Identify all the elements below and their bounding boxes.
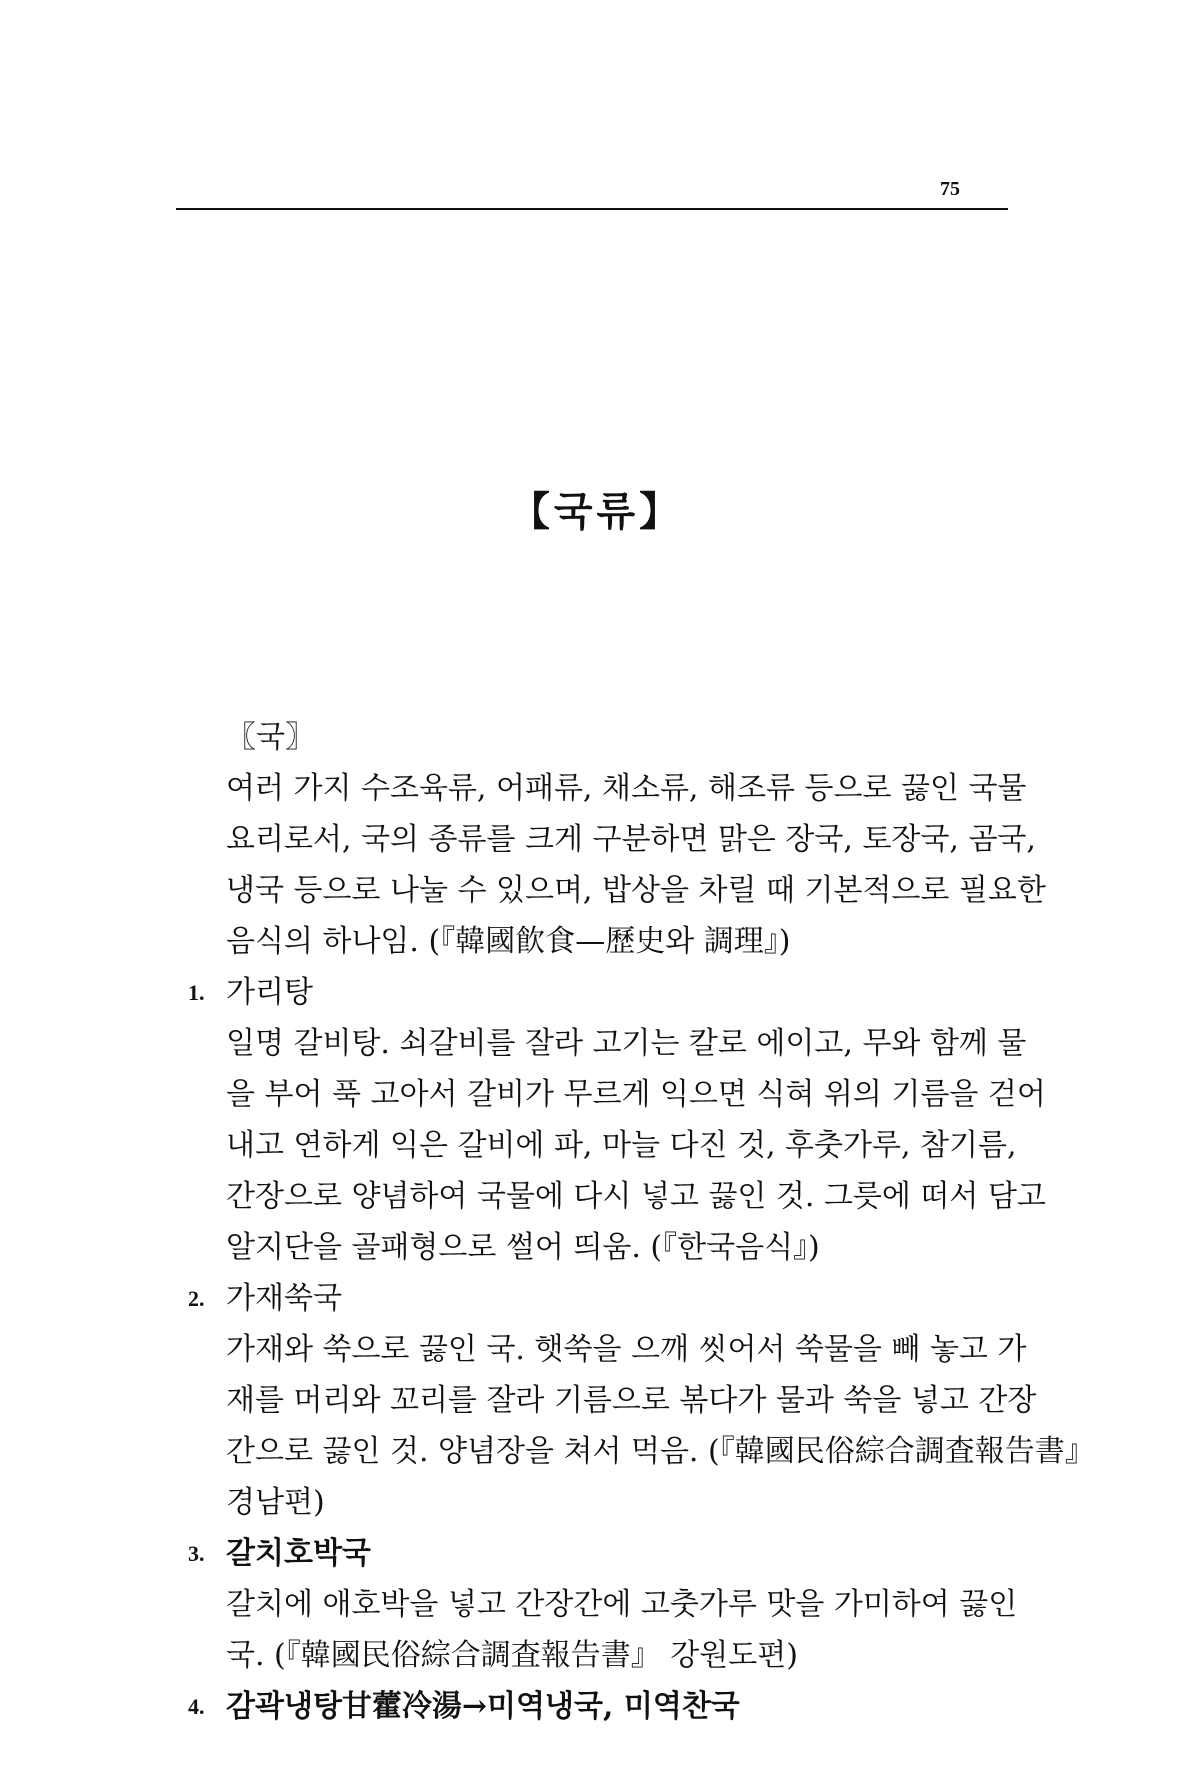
entry-body [176, 1324, 1095, 1528]
entry-body [176, 1018, 1046, 1273]
text-line: 여러 가지 수조육류, 어패류, 채소류, 해조류 등으로 끓인 국물 [226, 771, 1027, 806]
entry-number: 3. [188, 1541, 205, 1566]
text-line: 내고 연하게 익은 갈비에 파, 마늘 다진 것, 후춧가루, 참기름, [226, 1128, 1017, 1163]
section-body [176, 763, 1046, 967]
text-line: 국. (『韓國民俗綜合調査報告書』 강원도편) [226, 1638, 798, 1673]
text-line: 냉국 등으로 나눌 수 있으며, 밥상을 차릴 때 기본적으로 필요한 [226, 873, 1046, 908]
section-label: 〖국〗 [226, 720, 315, 755]
text-line: 음식의 하나임. (『韓國飮食—歷史와 調理』) [226, 924, 791, 959]
text-line: 재를 머리와 꼬리를 잘라 기름으로 볶다가 물과 쑥을 넣고 간장 [226, 1383, 1037, 1418]
entry-number: 4. [188, 1694, 205, 1719]
text-line: 갈치에 애호박을 넣고 간장간에 고춧가루 맛을 가미하여 끓인 [226, 1587, 1018, 1622]
text-line: 가재와 쑥으로 끓인 국. 햇쑥을 으깨 씻어서 쑥물을 빼 놓고 가 [226, 1332, 1027, 1367]
text-line: 간으로 끓인 것. 양념장을 쳐서 먹음. (『韓國民俗綜合調査報告書』 [226, 1434, 1095, 1469]
entry-heading [176, 1681, 1008, 1732]
entry-number: 1. [188, 980, 205, 1005]
entry-heading [176, 1528, 1008, 1579]
text-line: 알지단을 골패형으로 썰어 띄움. (『한국음식』) [226, 1230, 820, 1265]
entry-title: 갈치호박국 [226, 1536, 371, 1571]
header-rule [176, 208, 1008, 210]
text-line: 간장으로 양념하여 국물에 다시 넣고 끓인 것. 그릇에 떠서 담고 [226, 1179, 1046, 1214]
entry-title: 감곽냉탕甘藿冷湯→미역냉국, 미역찬국 [226, 1689, 740, 1724]
entry-heading [176, 1273, 1008, 1324]
entry-title: 가리탕 [226, 975, 313, 1010]
page-number: 75 [940, 178, 960, 200]
chapter-title: 【국류】 [509, 488, 684, 535]
entry-body [176, 1579, 1018, 1681]
text-line: 을 부어 푹 고아서 갈비가 무르게 익으면 식혀 위의 기름을 걷어 [226, 1077, 1046, 1112]
text-line: 경남편) [226, 1485, 325, 1520]
entry-heading [176, 967, 1008, 1018]
text-line: 요리로서, 국의 종류를 크게 구분하면 맑은 장국, 토장국, 곰국, [226, 822, 1036, 857]
entry-number: 2. [188, 1286, 205, 1311]
entry-title: 가재쑥국 [226, 1281, 342, 1316]
page-content [176, 712, 1095, 1732]
text-line: 일명 갈비탕. 쇠갈비를 잘라 고기는 칼로 에이고, 무와 함께 물 [226, 1026, 1027, 1061]
